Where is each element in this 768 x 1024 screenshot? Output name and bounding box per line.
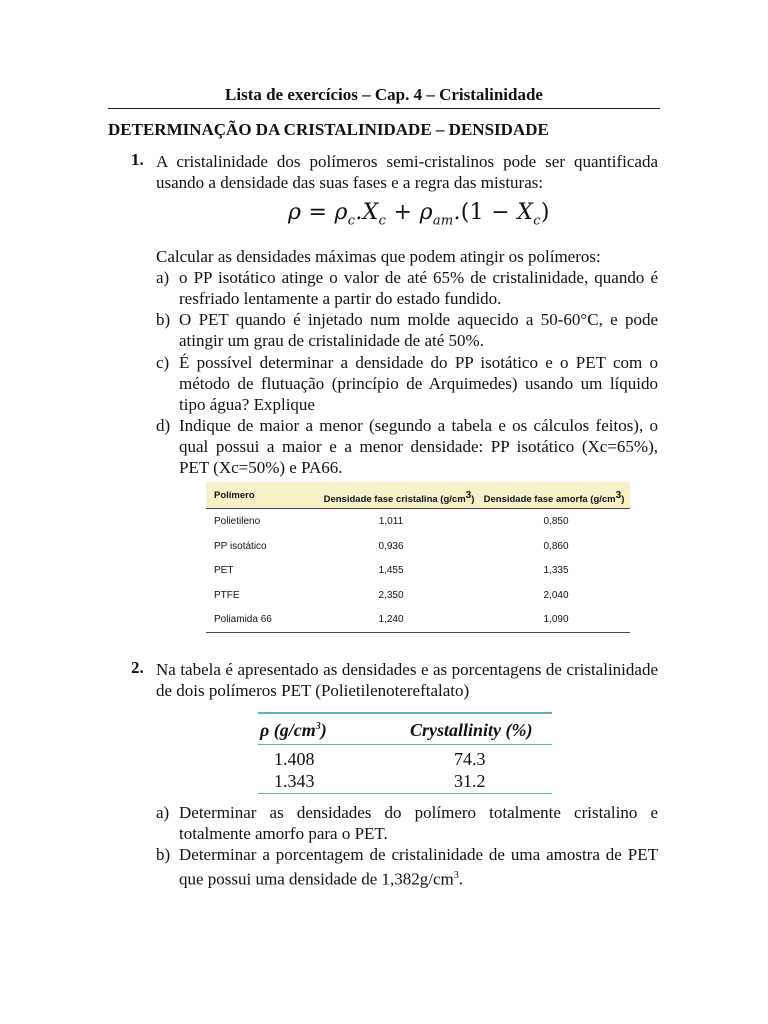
table-row — [206, 583, 630, 608]
question-2-item-b — [156, 844, 658, 890]
item-label: b) — [156, 845, 171, 864]
cell-crystallinity: 74.3 — [454, 749, 486, 769]
table-row — [206, 509, 630, 534]
item-text: Determinar as densidades do polímero totalmente cristalino e totalmente amorfo para o PET. — [179, 803, 658, 843]
table-row — [258, 769, 552, 791]
table-row — [258, 747, 552, 769]
question-2-intro: Na tabela é apresentado as densidades e as porcentagens de cristalinidade de dois polímeros PET (Polietilenotereftalato) — [156, 660, 658, 700]
page-title: Lista de exercícios – Cap. 4 – Cristalinidade — [225, 85, 543, 104]
section-heading: DETERMINAÇÃO DA CRISTALINIDADE – DENSIDADE — [108, 120, 549, 139]
item-label: d) — [156, 416, 171, 435]
question-1-item-c — [156, 352, 658, 415]
cell-crystallinity: 31.2 — [454, 771, 486, 791]
cell-polymer: PP isotático — [214, 540, 267, 552]
question-1-item-a — [156, 267, 658, 309]
density-table-bottom-rule — [206, 632, 630, 633]
item-label: c) — [156, 353, 170, 372]
cell-crystalline: 0,936 — [378, 540, 404, 552]
question-1-intro: A cristalinidade dos polímeros semi-cristalinos pode ser quantificada usando a densidade das suas fases e a regra das misturas: — [156, 152, 658, 192]
cell-crystalline: 1,240 — [378, 614, 404, 625]
title-divider — [108, 108, 660, 109]
pet-table-bottom-rule — [258, 793, 552, 794]
question-2-item-a — [156, 802, 658, 844]
pet-table — [258, 712, 552, 794]
cell-density: 1.343 — [274, 771, 315, 791]
cell-density: 1.408 — [274, 749, 315, 769]
question-1-item-b — [156, 309, 658, 351]
item-label: a) — [156, 268, 170, 287]
cell-polymer: Polietileno — [214, 516, 261, 527]
cell-amorphous: 0,860 — [543, 540, 569, 552]
header-amorphous: Densidade fase amorfa $(g/cm^3)$ — [483, 490, 625, 506]
cell-crystalline: 1,455 — [378, 565, 404, 576]
question-1-item-d — [156, 415, 658, 478]
cell-amorphous: 1,335 — [543, 565, 569, 576]
cell-polymer: PTFE — [214, 589, 240, 601]
cell-amorphous: 2,040 — [543, 589, 569, 601]
question-1-number: 1. — [131, 150, 144, 169]
item-text: o PP isotático atinge o valor de até 65% de cristalinidade, quando é resfriado lentamente a partir do estado fundido. — [179, 268, 658, 308]
cell-crystalline: 2,350 — [378, 589, 404, 601]
header-density: ρ $(g/cm^3)$ — [260, 720, 327, 740]
item-label: b) — [156, 310, 171, 329]
item-text: É possível determinar a densidade do PP isotático e o PET com o método de flutuação (princípio de Arquimedes) usando um líquido tipo água? Explique — [179, 353, 658, 414]
cell-polymer: Poliamida 66 — [214, 614, 272, 625]
table-row — [206, 607, 630, 632]
header-crystalline: Densidade fase cristalina $(g/cm^3)$ — [323, 490, 475, 506]
table-row — [206, 534, 630, 559]
cell-amorphous: 0,850 — [543, 516, 569, 527]
mixture-rule-formula: $\rho = \rho_c.X_c + \rho_{am}.(1 - X_c)$ — [288, 200, 550, 229]
cell-amorphous: 1,090 — [543, 614, 569, 625]
question-2-number: 2. — [131, 658, 144, 677]
item-text: Determinar a porcentagem de cristalinidade de uma amostra de PET que possui uma densidade de $1,382g/cm^3$. — [179, 845, 658, 889]
header-crystallinity: Crystallinity (%) — [410, 720, 533, 740]
item-label: a) — [156, 803, 170, 822]
header-polymer: Polímero — [214, 490, 255, 501]
item-text: O PET quando é injetado num molde aquecido a 50-60°C, e pode atingir um grau de cristalinidade de até 50%. — [179, 310, 658, 350]
table-row — [206, 558, 630, 583]
question-1-prompt: Calcular as densidades máximas que podem atingir os polímeros: — [156, 247, 601, 266]
pet-table-header — [258, 714, 552, 745]
density-table — [206, 482, 630, 633]
cell-crystalline: 1,011 — [378, 516, 404, 527]
cell-polymer: PET — [214, 565, 234, 576]
density-table-header — [206, 482, 630, 509]
item-text: Indique de maior a menor (segundo a tabela e os cálculos feitos), o qual possui a maior e a menor densidade: PP isotático (Xc=65%), PET (Xc=50%) e PA66. — [179, 416, 658, 477]
